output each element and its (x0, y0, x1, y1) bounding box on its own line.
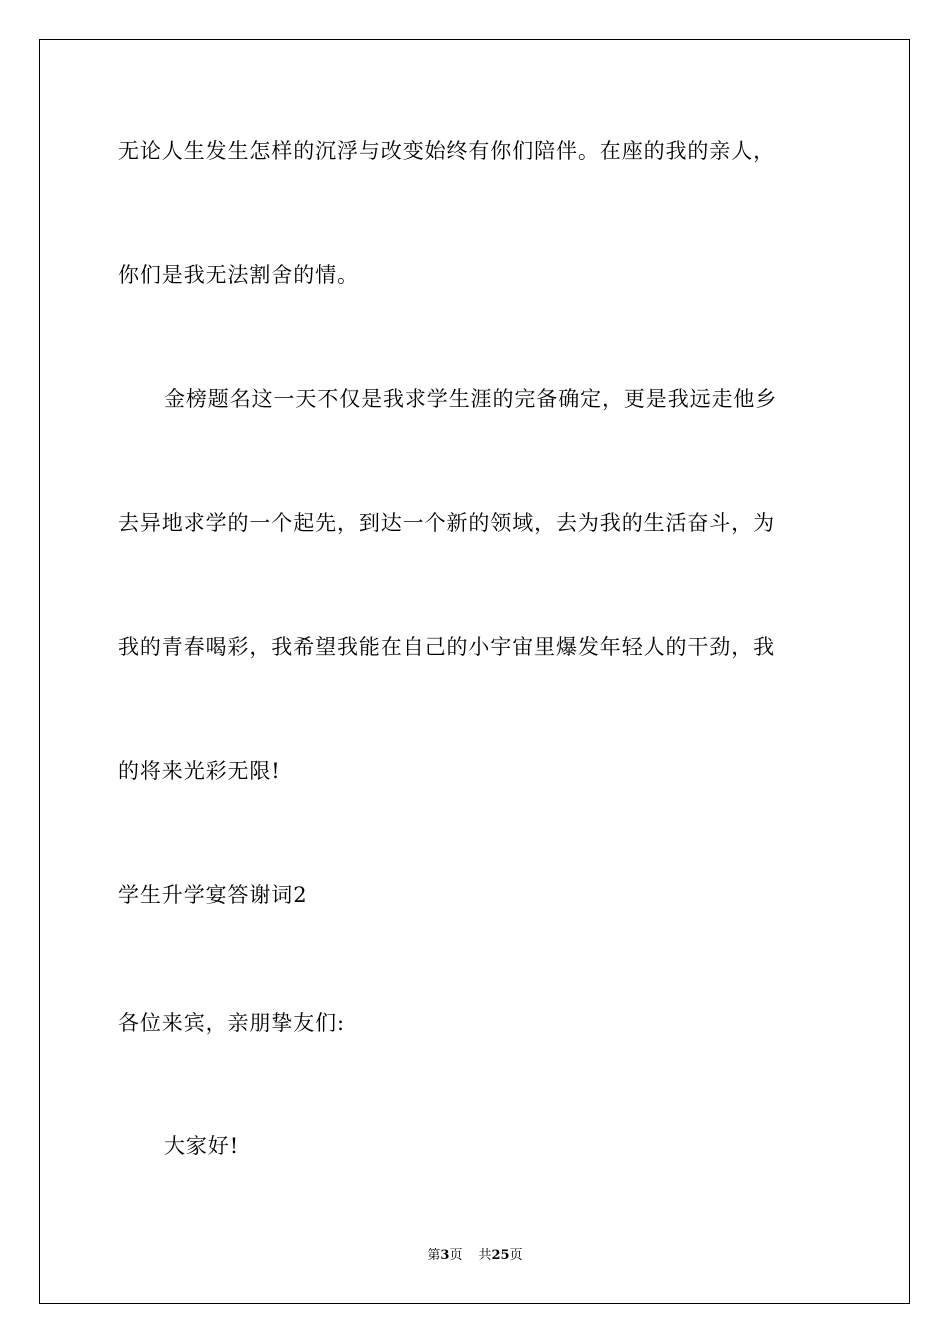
paragraph-line: 去异地求学的一个起先，到达一个新的领域，去为我的生活奋斗，为 (118, 511, 775, 535)
section-heading: 学生升学宴答谢词2 (118, 883, 308, 907)
paragraph-line: 我的青春喝彩，我希望我能在自己的小宇宙里爆发年轻人的干劲，我 (118, 635, 775, 659)
salutation-line: 各位来宾，亲朋挚友们: (118, 1011, 345, 1035)
page-prefix: 第 (427, 1248, 441, 1263)
page-border (39, 39, 910, 1304)
greeting-line: 大家好! (164, 1134, 240, 1158)
total-suffix: 页 (509, 1248, 523, 1263)
paragraph-line: 金榜题名这一天不仅是我求学生涯的完备确定，更是我远走他乡 (164, 387, 778, 411)
page-footer (0, 1248, 950, 1264)
paragraph-line: 无论人生发生怎样的沉浮与改变始终有你们陪伴。在座的我的亲人， (118, 139, 775, 163)
total-prefix: 共 (478, 1248, 492, 1263)
current-page-number: 3 (440, 1248, 450, 1263)
paragraph-line: 你们是我无法割舍的情。 (118, 263, 359, 287)
total-page-count: 25 (491, 1248, 510, 1263)
paragraph-line: 的将来光彩无限! (118, 759, 281, 783)
page-suffix: 页 (449, 1248, 463, 1263)
